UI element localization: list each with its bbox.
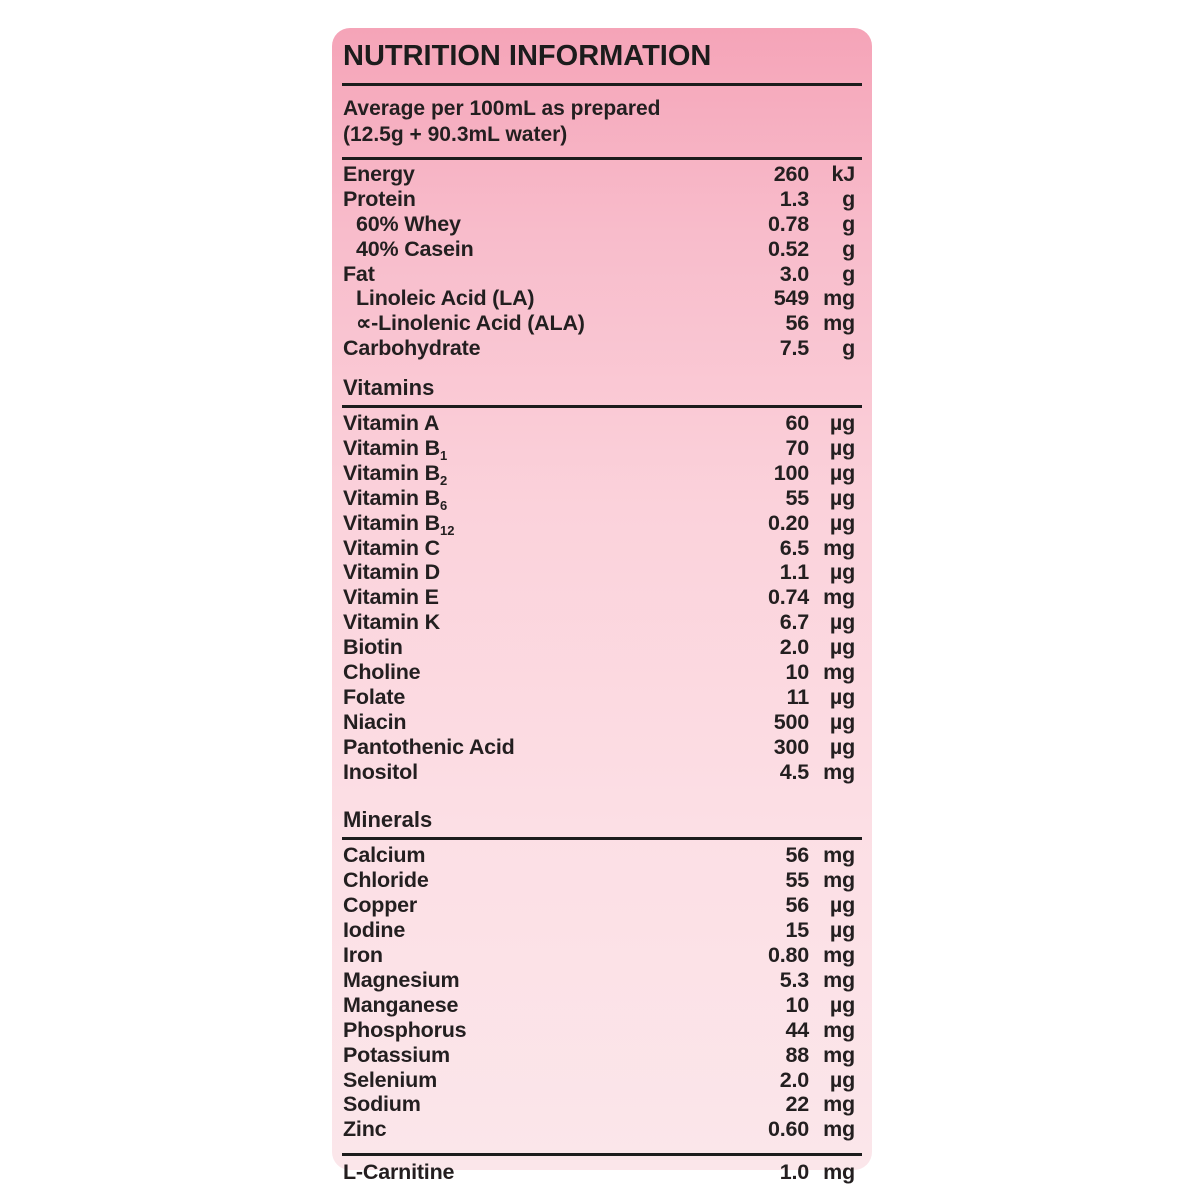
nutrient-unit: µg xyxy=(829,992,855,1017)
nutrient-row xyxy=(332,610,872,635)
nutrient-label: Calcium xyxy=(343,843,426,868)
nutrient-label: Niacin xyxy=(343,709,407,734)
nutrient-row xyxy=(332,511,872,536)
nutrient-row xyxy=(332,162,872,187)
nutrient-label: 60% Whey xyxy=(356,211,461,236)
nutrient-label: Vitamin $B_6$ xyxy=(343,485,448,513)
nutrient-value: 56 xyxy=(785,311,809,336)
nutrient-label: Fat xyxy=(343,261,375,286)
nutrient-row xyxy=(332,237,872,262)
nutrient-value: 0.74 xyxy=(767,585,809,610)
nutrient-unit: g xyxy=(842,336,855,361)
nutrient-label: Vitamin $B_2$ xyxy=(343,460,448,488)
nutrient-row xyxy=(332,918,872,943)
nutrient-row xyxy=(332,560,872,585)
nutrition-information-panel xyxy=(332,28,872,1185)
vitamins-table xyxy=(332,411,872,784)
nutrient-row xyxy=(332,262,872,287)
nutrient-row xyxy=(332,187,872,212)
nutrient-label: Choline xyxy=(343,660,421,685)
nutrient-value: 500 xyxy=(773,709,809,734)
nutrient-value: 549 xyxy=(773,286,809,311)
nutrient-value: 0.80 xyxy=(767,943,809,968)
nutrient-value: 60 xyxy=(785,411,809,436)
nutrient-label: Protein xyxy=(343,186,416,211)
nutrient-row xyxy=(332,1018,872,1043)
nutrient-row xyxy=(332,436,872,464)
nutrient-unit: µg xyxy=(829,635,855,660)
nutrient-unit: µg xyxy=(829,893,855,918)
nutrient-unit: kJ xyxy=(831,162,855,186)
nutrient-row xyxy=(332,336,872,361)
nutrient-row xyxy=(332,968,872,993)
nutrient-unit: mg xyxy=(823,585,855,610)
nutrient-row xyxy=(332,411,872,436)
macronutrients-table xyxy=(332,162,872,361)
nutrient-unit: mg xyxy=(823,868,855,893)
other-nutrients-table xyxy=(332,1160,872,1185)
nutrient-unit: mg xyxy=(823,843,855,868)
nutrient-label: Vitamin C xyxy=(343,535,440,560)
nutrient-row xyxy=(332,735,872,760)
nutrient-value: 6.5 xyxy=(779,535,809,560)
nutrient-value: 44 xyxy=(785,1017,809,1042)
nutrient-unit: µg xyxy=(829,918,855,943)
nutrient-unit: mg xyxy=(823,660,855,685)
nutrient-value: 88 xyxy=(785,1042,809,1067)
nutrient-row xyxy=(332,286,872,311)
nutrient-label: Energy xyxy=(343,162,415,186)
nutrient-row xyxy=(332,585,872,610)
nutrient-row xyxy=(332,843,872,868)
nutrient-label: Carbohydrate xyxy=(343,336,481,361)
nutrient-label: Chloride xyxy=(343,868,429,893)
nutrient-row xyxy=(332,710,872,735)
nutrient-unit: µg xyxy=(829,411,855,436)
nutrient-row xyxy=(332,486,872,511)
divider xyxy=(342,83,862,86)
panel-title: NUTRITION INFORMATION xyxy=(343,40,712,72)
divider xyxy=(342,157,862,160)
nutrient-unit: g xyxy=(842,186,855,211)
nutrient-label-subscript: 12 xyxy=(439,522,455,538)
nutrient-unit: g xyxy=(842,261,855,286)
nutrient-label: Vitamin D xyxy=(343,560,440,585)
nutrient-label: Manganese xyxy=(343,992,459,1017)
nutrient-label: L-Carnitine xyxy=(343,1160,455,1185)
nutrient-unit: µg xyxy=(829,734,855,759)
nutrient-unit: µg xyxy=(829,485,855,510)
nutrient-row xyxy=(332,1068,872,1093)
nutrient-value: 2.0 xyxy=(779,1067,809,1092)
nutrient-row xyxy=(332,536,872,561)
nutrient-label: 40% Casein xyxy=(356,236,474,261)
nutrient-row xyxy=(332,660,872,685)
nutrient-label: Selenium xyxy=(343,1067,437,1092)
nutrient-value: 15 xyxy=(785,918,809,943)
nutrient-row xyxy=(332,311,872,336)
nutrient-value: 100 xyxy=(773,460,809,485)
nutrient-value: 10 xyxy=(785,992,809,1017)
nutrient-value: 0.78 xyxy=(767,211,809,236)
nutrient-row xyxy=(332,685,872,710)
nutrient-label: Vitamin $B_{12}$ xyxy=(343,510,455,538)
nutrient-label-subscript: 2 xyxy=(439,472,448,488)
nutrient-unit: µg xyxy=(829,460,855,485)
nutrient-row xyxy=(332,760,872,785)
nutrient-value: 3.0 xyxy=(779,261,809,286)
nutrient-value: 56 xyxy=(785,843,809,868)
nutrient-unit: mg xyxy=(823,1017,855,1042)
nutrient-value: 1.1 xyxy=(779,560,809,585)
nutrient-label: Potassium xyxy=(343,1042,450,1067)
nutrient-row xyxy=(332,1092,872,1117)
nutrient-unit: mg xyxy=(823,943,855,968)
nutrient-value: 10 xyxy=(785,660,809,685)
nutrient-unit: mg xyxy=(823,286,855,311)
serving-info xyxy=(343,96,861,148)
nutrient-label-subscript: 6 xyxy=(439,497,448,513)
nutrient-row xyxy=(332,1043,872,1068)
nutrient-row xyxy=(332,1117,872,1142)
nutrient-label: Vitamin $B_1$ xyxy=(343,436,448,464)
nutrient-unit: µg xyxy=(829,436,855,461)
nutrient-value: 0.52 xyxy=(767,236,809,261)
nutrient-value: 55 xyxy=(785,868,809,893)
nutrient-unit: mg xyxy=(823,1160,855,1185)
nutrient-value: 56 xyxy=(785,893,809,918)
nutrient-value: 1.0 xyxy=(779,1160,809,1185)
divider xyxy=(342,1153,862,1156)
nutrient-value: 22 xyxy=(785,1092,809,1117)
nutrient-unit: mg xyxy=(823,535,855,560)
nutrient-row xyxy=(332,212,872,237)
nutrient-unit: mg xyxy=(823,1092,855,1117)
nutrient-value: 300 xyxy=(773,734,809,759)
nutrient-row xyxy=(332,993,872,1018)
nutrient-label: Inositol xyxy=(343,759,418,784)
nutrient-unit: µg xyxy=(829,1067,855,1092)
serving-line-1: Average per 100mL as prepared xyxy=(343,97,661,120)
nutrient-value: 1.3 xyxy=(779,186,809,211)
nutrient-label: Vitamin K xyxy=(343,610,440,635)
nutrient-row xyxy=(332,461,872,486)
nutrient-label: Folate xyxy=(343,684,406,709)
nutrient-unit: g xyxy=(842,236,855,261)
nutrient-unit: mg xyxy=(823,311,855,336)
nutrient-value: 0.60 xyxy=(767,1117,809,1142)
nutrient-label: Magnesium xyxy=(343,967,460,992)
nutrient-label: Biotin xyxy=(343,635,403,660)
nutrient-label: Iodine xyxy=(343,918,406,943)
nutrient-value: 55 xyxy=(785,485,809,510)
nutrient-label: Pantothenic Acid xyxy=(343,734,515,759)
nutrient-unit: µg xyxy=(829,560,855,585)
nutrient-label: Vitamin E xyxy=(343,585,439,610)
nutrient-value: 11 xyxy=(786,684,809,709)
nutrient-value: 2.0 xyxy=(779,635,809,660)
nutrient-unit: mg xyxy=(823,759,855,784)
nutrient-value: 5.3 xyxy=(779,967,809,992)
nutrient-label: Iron xyxy=(343,943,383,968)
nutrient-label: Linoleic Acid (LA) xyxy=(356,286,535,311)
nutrient-unit: g xyxy=(842,211,855,236)
nutrient-unit: µg xyxy=(829,709,855,734)
divider xyxy=(342,837,862,840)
nutrient-value: 7.5 xyxy=(779,336,809,361)
nutrient-row xyxy=(332,1160,872,1185)
serving-line-2: (12.5g + 90.3mL water) xyxy=(343,123,568,146)
nutrient-unit: mg xyxy=(823,967,855,992)
nutrient-value: 4.5 xyxy=(779,759,809,784)
nutrient-unit: µg xyxy=(829,684,855,709)
minerals-heading: Minerals xyxy=(343,807,433,833)
nutrient-label: ∝-Linolenic Acid (ALA) xyxy=(356,311,585,336)
nutrient-row xyxy=(332,893,872,918)
nutrient-row xyxy=(332,943,872,968)
vitamins-heading: Vitamins xyxy=(343,375,435,401)
nutrient-label: Copper xyxy=(343,893,418,918)
nutrient-label: Sodium xyxy=(343,1092,421,1117)
nutrient-label-subscript: 1 xyxy=(439,448,448,464)
nutrient-unit: µg xyxy=(829,510,855,535)
nutrient-value: 0.20 xyxy=(767,510,809,535)
nutrient-row xyxy=(332,635,872,660)
nutrient-label: Zinc xyxy=(343,1117,387,1142)
divider xyxy=(342,405,862,408)
nutrient-row xyxy=(332,868,872,893)
nutrient-unit: mg xyxy=(823,1117,855,1142)
nutrient-unit: mg xyxy=(823,1042,855,1067)
minerals-table xyxy=(332,843,872,1142)
nutrient-value: 70 xyxy=(785,436,809,461)
nutrient-value: 260 xyxy=(773,162,809,186)
nutrient-value: 6.7 xyxy=(779,610,809,635)
nutrient-unit: µg xyxy=(829,610,855,635)
nutrient-label: Phosphorus xyxy=(343,1017,467,1042)
nutrient-label: Vitamin A xyxy=(343,411,440,436)
